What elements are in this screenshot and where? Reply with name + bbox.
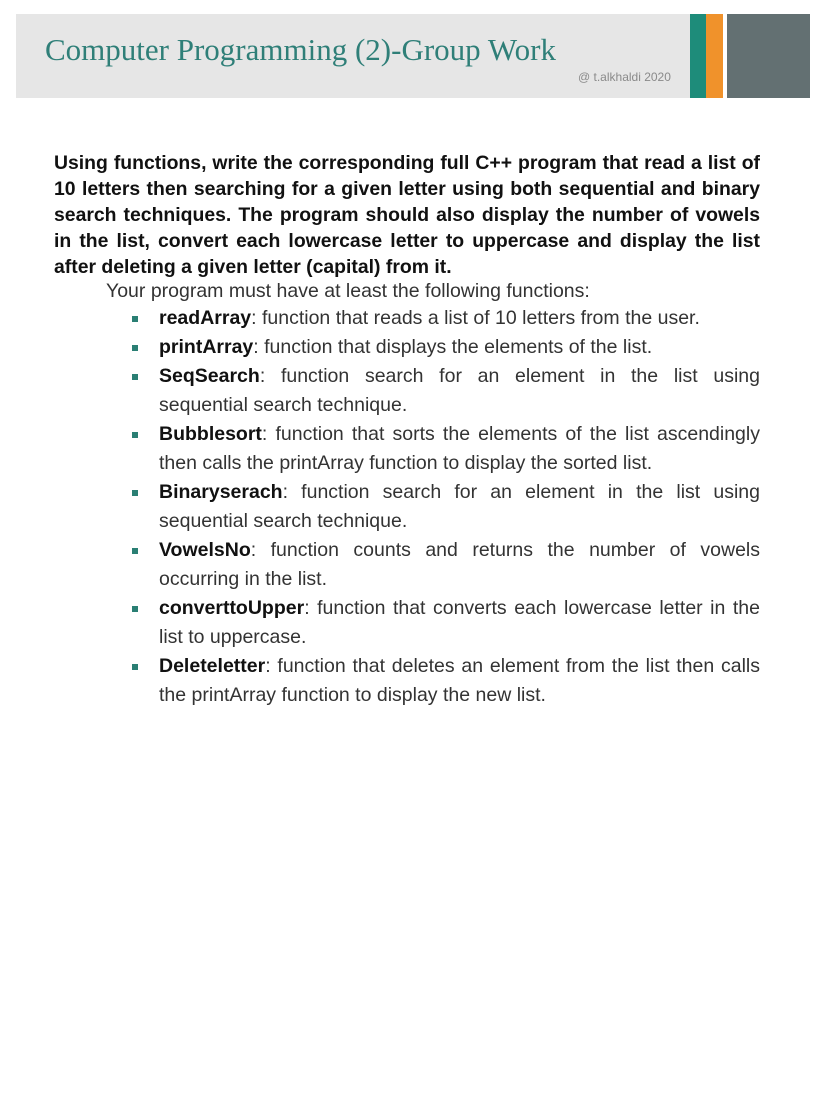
function-name: converttoUpper [159,597,305,619]
square-bullet-icon [132,316,138,322]
function-description: : function search for an element in the list using sequential search technique. [159,365,760,416]
function-name: printArray [159,336,254,358]
square-bullet-icon [132,606,138,612]
function-name: VowelsNo [159,539,251,561]
list-item [130,333,760,362]
function-description: : function that deletes an element from the list then calls the printArray function to display the new list. [159,655,760,706]
accent-block-gray [727,14,810,98]
assignment-prompt: Using functions, write the corresponding full C++ program that read a list of 10 letters then searching for a given letter using both sequential and binary search techniques. The program should also display the number of vowels in the list, convert each lowercase letter to uppercase and display the list after deleting a given letter (capital) from it. [54,152,760,278]
function-description: : function that displays the elements of the list. [253,336,653,358]
function-name: Deleteletter [159,655,266,677]
list-item [130,478,760,536]
list-item [130,652,760,710]
square-bullet-icon [132,664,138,670]
list-item [130,536,760,594]
list-item [130,304,760,333]
page-title: Computer Programming (2)-Group Work [45,32,556,67]
square-bullet-icon [132,432,138,438]
function-description: : function that sorts the elements of the list ascendingly then calls the printArray function to display the sorted list. [159,423,760,474]
function-name: Binaryserach [159,481,283,503]
function-list [130,304,760,710]
function-description: : function that converts each lowercase letter in the list to uppercase. [159,597,760,648]
accent-stripe-teal [690,14,706,98]
function-description: : function that reads a list of 10 letters from the user. [251,307,700,329]
square-bullet-icon [132,548,138,554]
function-description: : function search for an element in the list using sequential search technique. [159,481,760,532]
square-bullet-icon [132,345,138,351]
square-bullet-icon [132,490,138,496]
list-item [130,362,760,420]
function-name: readArray [159,307,252,329]
list-item [130,420,760,478]
author-credit: @ t.alkhaldi 2020 [578,70,671,84]
function-name: Bubblesort [159,423,262,445]
function-name: SeqSearch [159,365,260,387]
functions-intro: Your program must have at least the following functions: [106,280,590,302]
list-item [130,594,760,652]
function-description: : function counts and returns the number of vowels occurring in the list. [159,539,760,590]
square-bullet-icon [132,374,138,380]
accent-stripe-orange [706,14,723,98]
